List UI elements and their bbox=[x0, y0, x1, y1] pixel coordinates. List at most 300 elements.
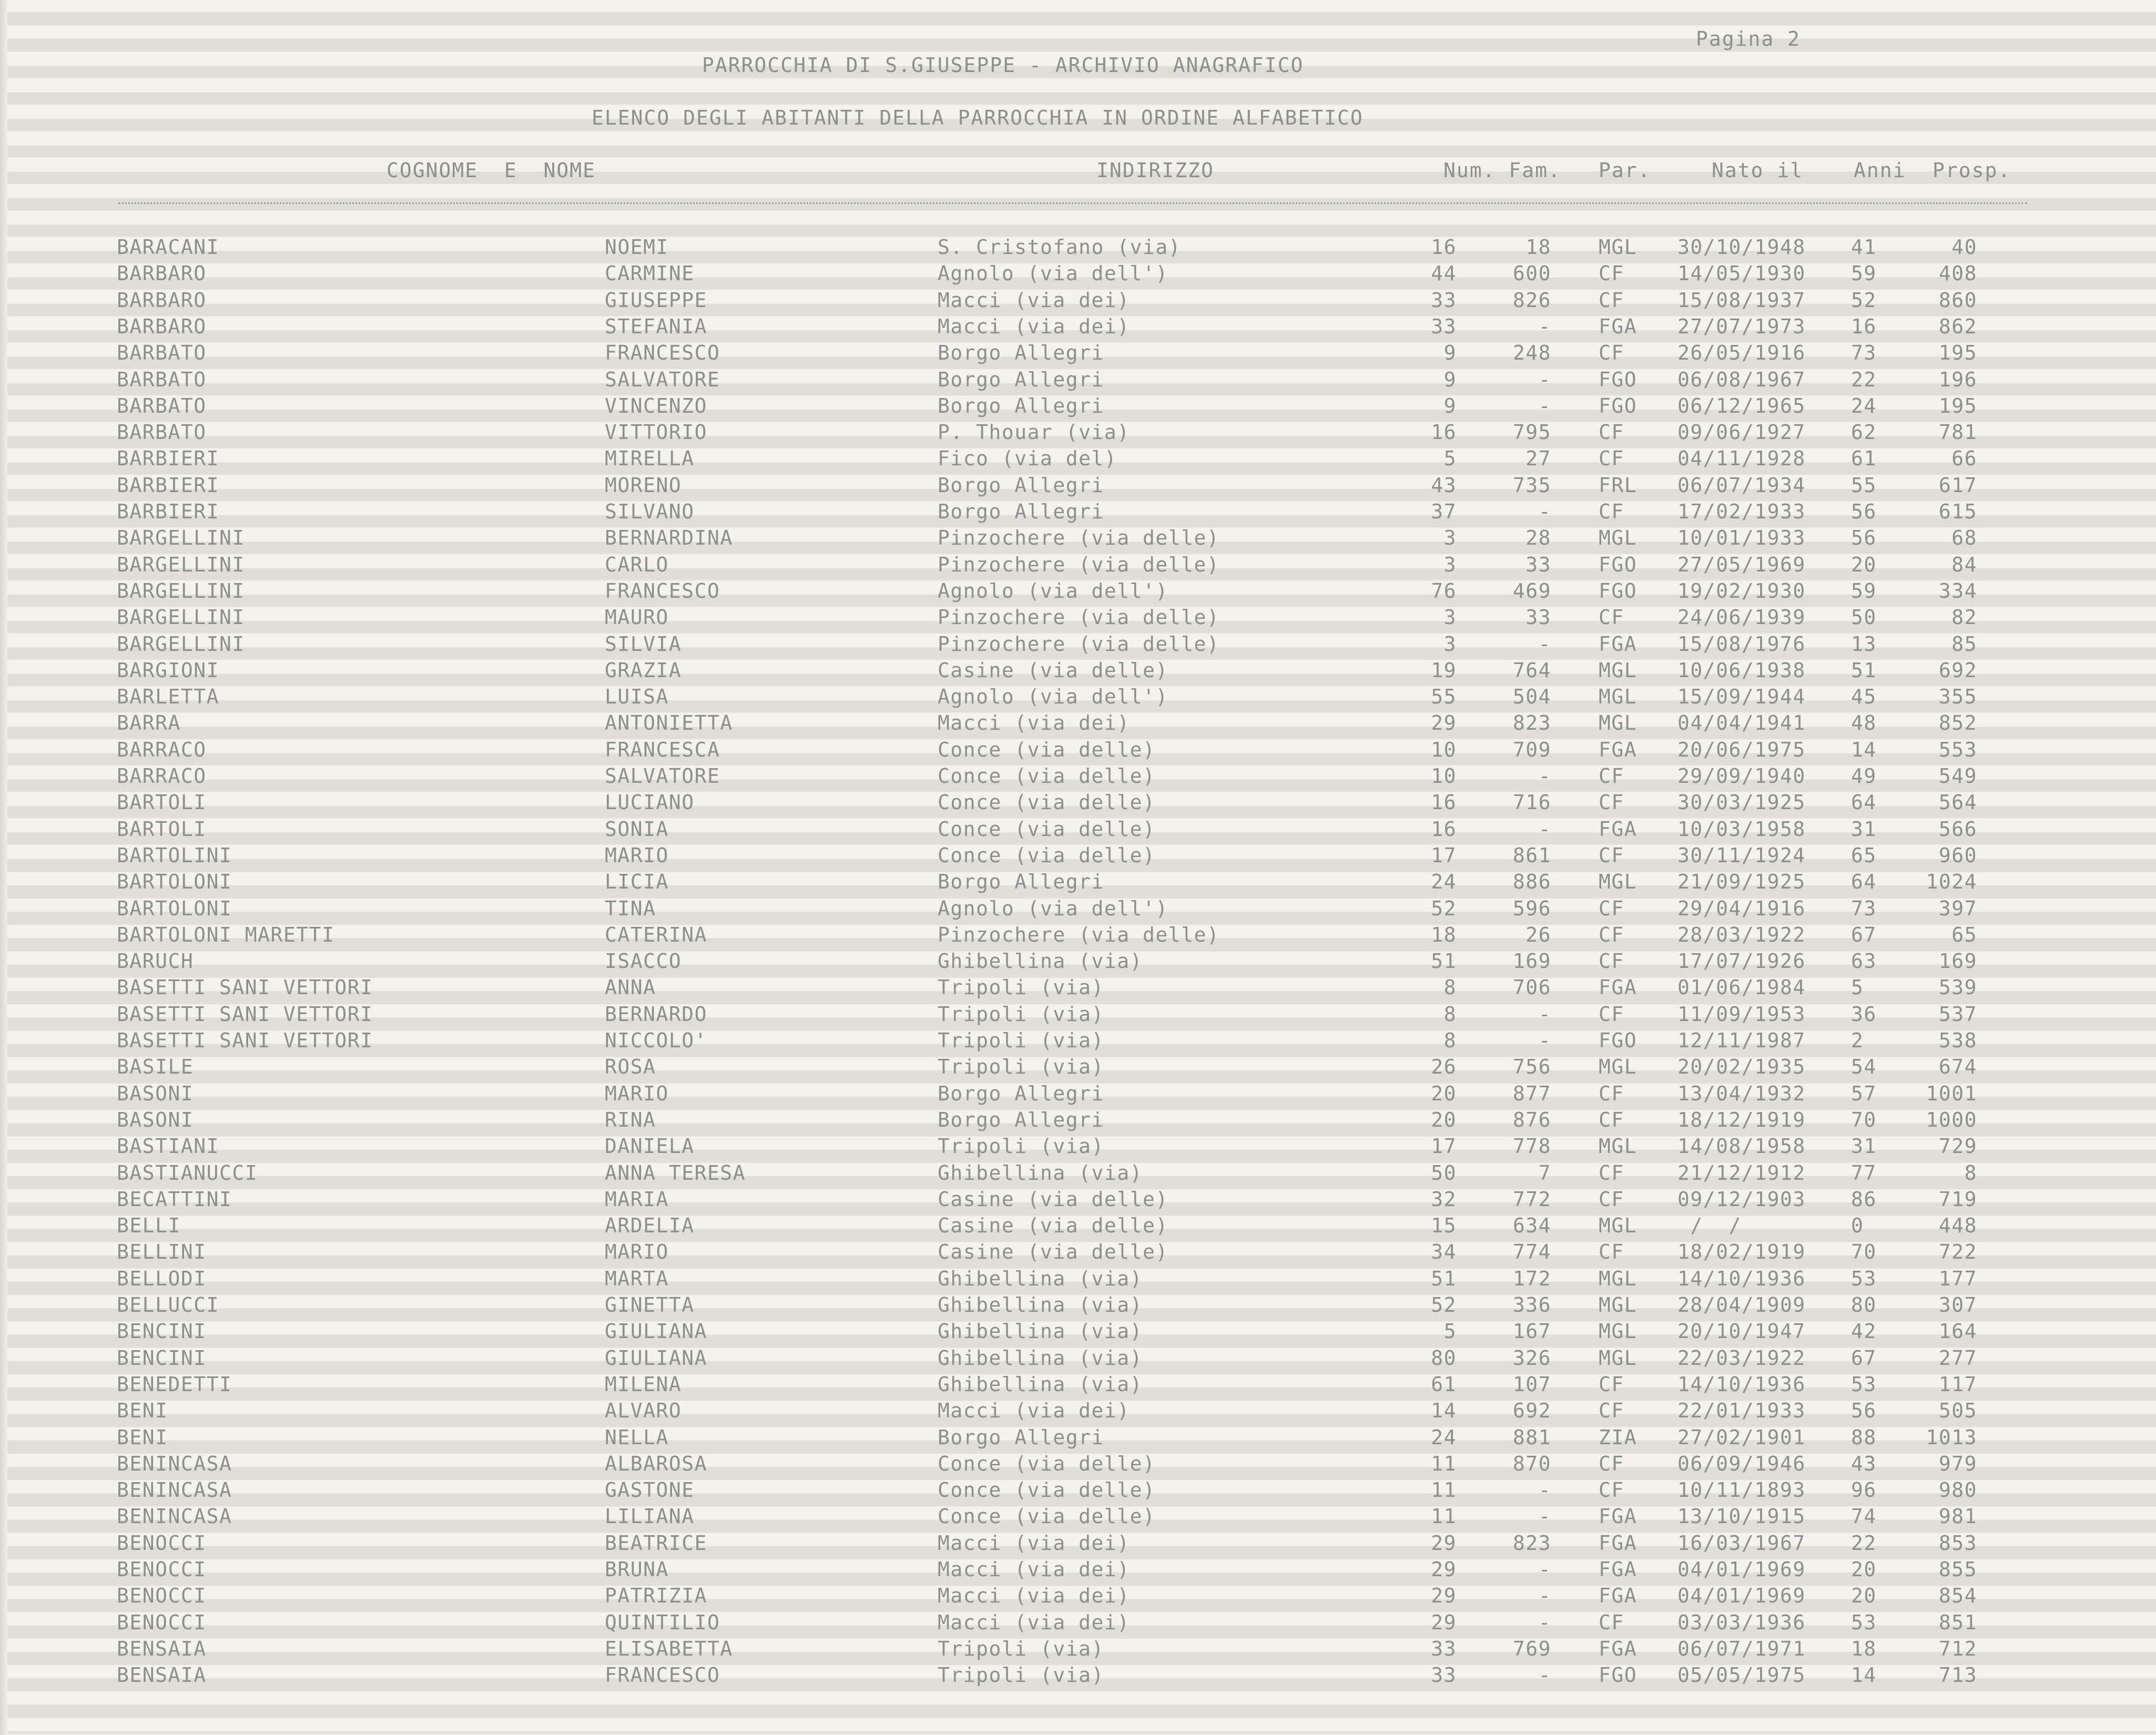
cell-par: CF bbox=[1599, 896, 1624, 920]
cell-prosp: 397 bbox=[1938, 896, 1977, 920]
cell-par: MGL bbox=[1599, 1320, 1638, 1343]
cell-address: Agnolo (via dell') bbox=[938, 896, 1168, 920]
cell-born: 04/01/1969 bbox=[1677, 1558, 1806, 1581]
cell-name: MARIO bbox=[605, 843, 669, 867]
cell-born: 11/09/1953 bbox=[1677, 1002, 1806, 1026]
cell-fam: 774 bbox=[1512, 1240, 1551, 1264]
cell-name: MARIO bbox=[605, 1240, 669, 1264]
cell-par: CF bbox=[1599, 791, 1624, 814]
cell-surname: BECATTINI bbox=[117, 1187, 232, 1211]
cell-fam: - bbox=[1538, 764, 1551, 788]
table-row bbox=[0, 604, 2156, 630]
cell-surname: BARTOLONI bbox=[117, 870, 232, 894]
table-row bbox=[0, 1186, 2156, 1212]
cell-born: 14/10/1936 bbox=[1677, 1267, 1806, 1290]
cell-fam: 26 bbox=[1526, 923, 1551, 946]
cell-age: 80 bbox=[1851, 1293, 1877, 1316]
cell-surname: BARLETTA bbox=[117, 685, 220, 709]
cell-born: 13/10/1915 bbox=[1677, 1505, 1806, 1528]
cell-age: 49 bbox=[1851, 764, 1877, 788]
cell-num: 9 bbox=[1443, 368, 1457, 391]
cell-born: 26/05/1916 bbox=[1677, 341, 1806, 365]
cell-prosp: 960 bbox=[1938, 843, 1977, 867]
document-title: PARROCCHIA DI S.GIUSEPPE - ARCHIVIO ANAGRAFICO bbox=[702, 54, 1304, 77]
cell-age: 20 bbox=[1851, 1584, 1877, 1608]
cell-par: FGO bbox=[1599, 553, 1638, 576]
cell-age: 43 bbox=[1851, 1452, 1877, 1475]
cell-age: 31 bbox=[1851, 1135, 1877, 1158]
cell-name: CATERINA bbox=[605, 923, 708, 946]
cell-name: MORENO bbox=[605, 473, 682, 497]
cell-fam: 336 bbox=[1512, 1293, 1551, 1316]
table-row bbox=[0, 1556, 2156, 1583]
cell-name: ALVARO bbox=[605, 1399, 682, 1423]
cell-surname: BARBARO bbox=[117, 288, 207, 312]
cell-num: 51 bbox=[1431, 950, 1457, 973]
cell-born: 28/03/1922 bbox=[1677, 923, 1806, 946]
cell-name: BRUNA bbox=[605, 1558, 669, 1581]
cell-age: 62 bbox=[1851, 421, 1877, 444]
cell-name: ISACCO bbox=[605, 950, 682, 973]
cell-age: 65 bbox=[1851, 843, 1877, 867]
cell-surname: BENINCASA bbox=[117, 1505, 232, 1528]
cell-born: 15/08/1937 bbox=[1677, 288, 1806, 312]
cell-surname: BARGELLINI bbox=[117, 632, 245, 656]
cell-name: SALVATORE bbox=[605, 368, 720, 391]
cell-address: Macci (via dei) bbox=[938, 1558, 1130, 1581]
cell-prosp: 164 bbox=[1938, 1320, 1977, 1343]
cell-num: 11 bbox=[1431, 1478, 1457, 1502]
cell-born: 18/12/1919 bbox=[1677, 1108, 1806, 1131]
cell-address: Tripoli (via) bbox=[938, 1663, 1104, 1687]
cell-age: 67 bbox=[1851, 1346, 1877, 1370]
cell-name: BERNARDO bbox=[605, 1002, 708, 1026]
table-row bbox=[0, 1371, 2156, 1397]
cell-age: 53 bbox=[1851, 1610, 1877, 1634]
cell-address: Borgo Allegri bbox=[938, 1425, 1104, 1449]
table-row bbox=[0, 842, 2156, 869]
cell-fam: 7 bbox=[1538, 1161, 1551, 1185]
cell-surname: BARBATO bbox=[117, 394, 207, 417]
cell-par: CF bbox=[1599, 1610, 1624, 1634]
cell-born: 30/11/1924 bbox=[1677, 843, 1806, 867]
cell-born: 17/07/1926 bbox=[1677, 950, 1806, 973]
cell-born: 29/04/1916 bbox=[1677, 896, 1806, 920]
cell-fam: 876 bbox=[1512, 1108, 1551, 1131]
cell-born: 30/10/1948 bbox=[1677, 236, 1806, 259]
cell-num: 34 bbox=[1431, 1240, 1457, 1264]
table-row bbox=[0, 763, 2156, 789]
cell-born: 10/11/1893 bbox=[1677, 1478, 1806, 1502]
cell-prosp: 713 bbox=[1938, 1663, 1977, 1687]
cell-name: CARMINE bbox=[605, 262, 695, 285]
cell-age: 56 bbox=[1851, 526, 1877, 550]
cell-fam: 634 bbox=[1512, 1214, 1551, 1238]
cell-address: Tripoli (via) bbox=[938, 976, 1104, 999]
cell-fam: 28 bbox=[1526, 526, 1551, 550]
cell-surname: BASETTI SANI VETTORI bbox=[117, 1029, 373, 1052]
cell-name: SILVANO bbox=[605, 500, 695, 523]
cell-age: 16 bbox=[1851, 314, 1877, 338]
cell-surname: BARACANI bbox=[117, 236, 220, 259]
cell-num: 9 bbox=[1443, 341, 1457, 365]
cell-num: 76 bbox=[1431, 579, 1457, 603]
cell-age: 56 bbox=[1851, 500, 1877, 523]
cell-address: Agnolo (via dell') bbox=[938, 685, 1168, 709]
cell-fam: 877 bbox=[1512, 1081, 1551, 1105]
cell-name: ROSA bbox=[605, 1055, 656, 1079]
cell-fam: 504 bbox=[1512, 685, 1551, 709]
cell-born: 10/03/1958 bbox=[1677, 817, 1806, 841]
cell-age: 74 bbox=[1851, 1505, 1877, 1528]
cell-age: 42 bbox=[1851, 1320, 1877, 1343]
cell-num: 32 bbox=[1431, 1187, 1457, 1211]
cell-address: Agnolo (via dell') bbox=[938, 579, 1168, 603]
cell-surname: BASTIANI bbox=[117, 1135, 220, 1158]
cell-surname: BARBIERI bbox=[117, 500, 220, 523]
table-row bbox=[0, 710, 2156, 736]
cell-address: Conce (via delle) bbox=[938, 738, 1156, 761]
cell-address: Pinzochere (via delle) bbox=[938, 606, 1220, 629]
cell-fam: 600 bbox=[1512, 262, 1551, 285]
cell-age: 86 bbox=[1851, 1187, 1877, 1211]
cell-born: 28/04/1909 bbox=[1677, 1293, 1806, 1316]
cell-surname: BENOCCI bbox=[117, 1584, 207, 1608]
cell-age: 55 bbox=[1851, 473, 1877, 497]
table-row bbox=[0, 737, 2156, 763]
cell-fam: 823 bbox=[1512, 1531, 1551, 1555]
cell-prosp: 981 bbox=[1938, 1505, 1977, 1528]
cell-prosp: 355 bbox=[1938, 685, 1977, 709]
table-row bbox=[0, 1636, 2156, 1662]
cell-age: 70 bbox=[1851, 1108, 1877, 1131]
table-row bbox=[0, 393, 2156, 419]
table-row bbox=[0, 1265, 2156, 1292]
cell-born: 20/02/1935 bbox=[1677, 1055, 1806, 1079]
cell-surname: BARBARO bbox=[117, 314, 207, 338]
cell-age: 52 bbox=[1851, 288, 1877, 312]
cell-par: MGL bbox=[1599, 236, 1638, 259]
cell-age: 73 bbox=[1851, 341, 1877, 365]
cell-address: Agnolo (via dell') bbox=[938, 262, 1168, 285]
cell-surname: BARTOLONI bbox=[117, 896, 232, 920]
cell-address: Macci (via dei) bbox=[938, 288, 1130, 312]
cell-age: 48 bbox=[1851, 711, 1877, 735]
cell-prosp: 860 bbox=[1938, 288, 1977, 312]
cell-fam: 735 bbox=[1512, 473, 1551, 497]
cell-address: Ghibellina (via) bbox=[938, 1320, 1143, 1343]
cell-address: Ghibellina (via) bbox=[938, 1267, 1143, 1290]
cell-born: 30/03/1925 bbox=[1677, 791, 1806, 814]
cell-address: Ghibellina (via) bbox=[938, 1161, 1143, 1185]
cell-prosp: 553 bbox=[1938, 738, 1977, 761]
table-row bbox=[0, 1424, 2156, 1451]
cell-age: 70 bbox=[1851, 1240, 1877, 1264]
table-row bbox=[0, 1583, 2156, 1609]
cell-name: GIULIANA bbox=[605, 1346, 708, 1370]
cell-prosp: 979 bbox=[1938, 1452, 1977, 1475]
cell-par: CF bbox=[1599, 1108, 1624, 1131]
header-num-fam: Num. Fam. bbox=[1443, 159, 1561, 182]
cell-fam: - bbox=[1538, 817, 1551, 841]
cell-surname: BASILE bbox=[117, 1055, 194, 1079]
cell-born: 21/09/1925 bbox=[1677, 870, 1806, 894]
cell-name: STEFANIA bbox=[605, 314, 708, 338]
cell-num: 52 bbox=[1431, 1293, 1457, 1316]
cell-prosp: 722 bbox=[1938, 1240, 1977, 1264]
cell-num: 5 bbox=[1443, 1320, 1457, 1343]
cell-surname: BENINCASA bbox=[117, 1478, 232, 1502]
cell-prosp: 852 bbox=[1938, 711, 1977, 735]
cell-address: P. Thouar (via) bbox=[938, 421, 1130, 444]
cell-surname: BARGELLINI bbox=[117, 526, 245, 550]
cell-address: Pinzochere (via delle) bbox=[938, 553, 1220, 576]
cell-born: 22/01/1933 bbox=[1677, 1399, 1806, 1423]
cell-name: ANTONIETTA bbox=[605, 711, 733, 735]
cell-born: 09/06/1927 bbox=[1677, 421, 1806, 444]
cell-name: LUCIANO bbox=[605, 791, 695, 814]
cell-address: Macci (via dei) bbox=[938, 314, 1130, 338]
cell-par: MGL bbox=[1599, 1293, 1638, 1316]
cell-age: 77 bbox=[1851, 1161, 1877, 1185]
cell-born: 20/06/1975 bbox=[1677, 738, 1806, 761]
cell-prosp: 65 bbox=[1951, 923, 1977, 946]
cell-num: 20 bbox=[1431, 1108, 1457, 1131]
cell-born: 24/06/1939 bbox=[1677, 606, 1806, 629]
cell-surname: BENI bbox=[117, 1425, 168, 1449]
cell-address: Borgo Allegri bbox=[938, 473, 1104, 497]
table-row bbox=[0, 974, 2156, 1001]
cell-age: 54 bbox=[1851, 1055, 1877, 1079]
table-row bbox=[0, 525, 2156, 551]
cell-address: Macci (via dei) bbox=[938, 1531, 1130, 1555]
cell-par: CF bbox=[1599, 1161, 1624, 1185]
cell-num: 11 bbox=[1431, 1505, 1457, 1528]
cell-num: 15 bbox=[1431, 1214, 1457, 1238]
cell-age: 61 bbox=[1851, 447, 1877, 471]
cell-num: 24 bbox=[1431, 870, 1457, 894]
cell-num: 80 bbox=[1431, 1346, 1457, 1370]
cell-fam: - bbox=[1538, 368, 1551, 391]
table-row bbox=[0, 789, 2156, 815]
cell-name: VITTORIO bbox=[605, 421, 708, 444]
cell-par: FGO bbox=[1599, 394, 1638, 417]
cell-fam: - bbox=[1538, 1505, 1551, 1528]
cell-num: 29 bbox=[1431, 1558, 1457, 1581]
cell-fam: - bbox=[1538, 1478, 1551, 1502]
cell-born: 27/05/1969 bbox=[1677, 553, 1806, 576]
cell-fam: 248 bbox=[1512, 341, 1551, 365]
cell-address: Tripoli (via) bbox=[938, 1029, 1104, 1052]
cell-surname: BASONI bbox=[117, 1081, 194, 1105]
cell-fam: 709 bbox=[1512, 738, 1551, 761]
cell-born: 10/01/1933 bbox=[1677, 526, 1806, 550]
cell-born: 15/08/1976 bbox=[1677, 632, 1806, 656]
cell-name: BEATRICE bbox=[605, 1531, 708, 1555]
cell-par: CF bbox=[1599, 1081, 1624, 1105]
cell-age: 64 bbox=[1851, 791, 1877, 814]
cell-fam: 469 bbox=[1512, 579, 1551, 603]
cell-num: 29 bbox=[1431, 1531, 1457, 1555]
cell-age: 63 bbox=[1851, 950, 1877, 973]
cell-address: Borgo Allegri bbox=[938, 1081, 1104, 1105]
cell-prosp: 537 bbox=[1938, 1002, 1977, 1026]
cell-age: 56 bbox=[1851, 1399, 1877, 1423]
cell-age: 88 bbox=[1851, 1425, 1877, 1449]
cell-num: 61 bbox=[1431, 1372, 1457, 1396]
cell-prosp: 862 bbox=[1938, 314, 1977, 338]
header-par: Par. bbox=[1599, 159, 1651, 182]
cell-born: 06/12/1965 bbox=[1677, 394, 1806, 417]
cell-num: 18 bbox=[1431, 923, 1457, 946]
cell-name: ELISABETTA bbox=[605, 1637, 733, 1660]
cell-age: 50 bbox=[1851, 606, 1877, 629]
cell-surname: BENCINI bbox=[117, 1346, 207, 1370]
cell-prosp: 1013 bbox=[1926, 1425, 1977, 1449]
cell-surname: BARTOLONI MARETTI bbox=[117, 923, 335, 946]
table-row bbox=[0, 1133, 2156, 1159]
cell-prosp: 712 bbox=[1938, 1637, 1977, 1660]
cell-age: 57 bbox=[1851, 1081, 1877, 1105]
table-row bbox=[0, 1212, 2156, 1239]
cell-age: 73 bbox=[1851, 896, 1877, 920]
cell-name: ANNA TERESA bbox=[605, 1161, 746, 1185]
cell-age: 22 bbox=[1851, 1531, 1877, 1555]
table-row bbox=[0, 895, 2156, 922]
cell-name: NICCOLO' bbox=[605, 1029, 708, 1052]
cell-born: 06/07/1971 bbox=[1677, 1637, 1806, 1660]
cell-prosp: 781 bbox=[1938, 421, 1977, 444]
cell-address: Pinzochere (via delle) bbox=[938, 526, 1220, 550]
cell-fam: 772 bbox=[1512, 1187, 1551, 1211]
cell-age: 59 bbox=[1851, 579, 1877, 603]
cell-num: 3 bbox=[1443, 606, 1457, 629]
cell-fam: 107 bbox=[1512, 1372, 1551, 1396]
cell-prosp: 538 bbox=[1938, 1029, 1977, 1052]
cell-surname: BARBIERI bbox=[117, 447, 220, 471]
document-subtitle: ELENCO DEGLI ABITANTI DELLA PARROCCHIA IN ORDINE ALFABETICO bbox=[592, 106, 1364, 129]
cell-num: 17 bbox=[1431, 1135, 1457, 1158]
cell-age: 14 bbox=[1851, 1663, 1877, 1687]
cell-address: Casine (via delle) bbox=[938, 1214, 1168, 1238]
table-row bbox=[0, 234, 2156, 260]
cell-prosp: 729 bbox=[1938, 1135, 1977, 1158]
cell-surname: BASTIANUCCI bbox=[117, 1161, 258, 1185]
table-row bbox=[0, 313, 2156, 340]
table-row bbox=[0, 1609, 2156, 1636]
cell-born: 13/04/1932 bbox=[1677, 1081, 1806, 1105]
cell-par: CF bbox=[1599, 262, 1624, 285]
header-anni: Anni bbox=[1854, 159, 1906, 182]
cell-surname: BENOCCI bbox=[117, 1610, 207, 1634]
cell-age: 36 bbox=[1851, 1002, 1877, 1026]
cell-par: CF bbox=[1599, 421, 1624, 444]
cell-address: Borgo Allegri bbox=[938, 394, 1104, 417]
cell-surname: BARTOLI bbox=[117, 791, 207, 814]
cell-name: MIRELLA bbox=[605, 447, 695, 471]
cell-fam: 778 bbox=[1512, 1135, 1551, 1158]
table-row bbox=[0, 1318, 2156, 1344]
cell-par: MGL bbox=[1599, 711, 1638, 735]
cell-surname: BARBATO bbox=[117, 421, 207, 444]
cell-name: GRAZIA bbox=[605, 658, 682, 682]
table-row bbox=[0, 1027, 2156, 1054]
table-row bbox=[0, 1477, 2156, 1503]
cell-surname: BELLUCCI bbox=[117, 1293, 220, 1316]
cell-name: SONIA bbox=[605, 817, 669, 841]
table-row bbox=[0, 1530, 2156, 1556]
cell-prosp: 177 bbox=[1938, 1267, 1977, 1290]
table-row bbox=[0, 816, 2156, 842]
cell-prosp: 692 bbox=[1938, 658, 1977, 682]
cell-name: ANNA bbox=[605, 976, 656, 999]
cell-name: FRANCESCA bbox=[605, 738, 720, 761]
cell-surname: BARRACO bbox=[117, 738, 207, 761]
cell-name: NOEMI bbox=[605, 236, 669, 259]
cell-prosp: 334 bbox=[1938, 579, 1977, 603]
cell-address: Tripoli (via) bbox=[938, 1637, 1104, 1660]
cell-address: Borgo Allegri bbox=[938, 1108, 1104, 1131]
cell-age: 53 bbox=[1851, 1372, 1877, 1396]
cell-prosp: 277 bbox=[1938, 1346, 1977, 1370]
cell-surname: BELLINI bbox=[117, 1240, 207, 1264]
table-row bbox=[0, 1292, 2156, 1318]
table-row bbox=[0, 1503, 2156, 1529]
cell-fam: 18 bbox=[1526, 236, 1551, 259]
cell-par: FGA bbox=[1599, 817, 1638, 841]
cell-fam: - bbox=[1538, 314, 1551, 338]
cell-age: 51 bbox=[1851, 658, 1877, 682]
cell-address: Borgo Allegri bbox=[938, 870, 1104, 894]
cell-prosp: 195 bbox=[1938, 394, 1977, 417]
cell-prosp: 195 bbox=[1938, 341, 1977, 365]
cell-num: 3 bbox=[1443, 526, 1457, 550]
cell-name: FRANCESCO bbox=[605, 341, 720, 365]
cell-age: 53 bbox=[1851, 1267, 1877, 1290]
table-row bbox=[0, 1397, 2156, 1424]
table-row bbox=[0, 683, 2156, 710]
cell-num: 3 bbox=[1443, 553, 1457, 576]
cell-num: 26 bbox=[1431, 1055, 1457, 1079]
cell-par: CF bbox=[1599, 341, 1624, 365]
cell-fam: 33 bbox=[1526, 606, 1551, 629]
cell-age: 59 bbox=[1851, 262, 1877, 285]
cell-born: 04/11/1928 bbox=[1677, 447, 1806, 471]
cell-address: Tripoli (via) bbox=[938, 1055, 1104, 1079]
cell-prosp: 539 bbox=[1938, 976, 1977, 999]
cell-address: Macci (via dei) bbox=[938, 1584, 1130, 1608]
cell-address: Macci (via dei) bbox=[938, 1399, 1130, 1423]
cell-num: 55 bbox=[1431, 685, 1457, 709]
cell-num: 5 bbox=[1443, 447, 1457, 471]
cell-born: 10/06/1938 bbox=[1677, 658, 1806, 682]
cell-prosp: 674 bbox=[1938, 1055, 1977, 1079]
cell-age: 14 bbox=[1851, 738, 1877, 761]
cell-par: FGO bbox=[1599, 1029, 1638, 1052]
table-row bbox=[0, 1160, 2156, 1186]
cell-prosp: 851 bbox=[1938, 1610, 1977, 1634]
cell-par: CF bbox=[1599, 950, 1624, 973]
cell-age: 0 bbox=[1851, 1214, 1864, 1238]
cell-surname: BENOCCI bbox=[117, 1531, 207, 1555]
cell-age: 67 bbox=[1851, 923, 1877, 946]
table-row bbox=[0, 287, 2156, 313]
cell-address: Pinzochere (via delle) bbox=[938, 923, 1220, 946]
table-row bbox=[0, 578, 2156, 604]
cell-name: GIUSEPPE bbox=[605, 288, 708, 312]
cell-address: Ghibellina (via) bbox=[938, 1293, 1143, 1316]
cell-name: RINA bbox=[605, 1108, 656, 1131]
